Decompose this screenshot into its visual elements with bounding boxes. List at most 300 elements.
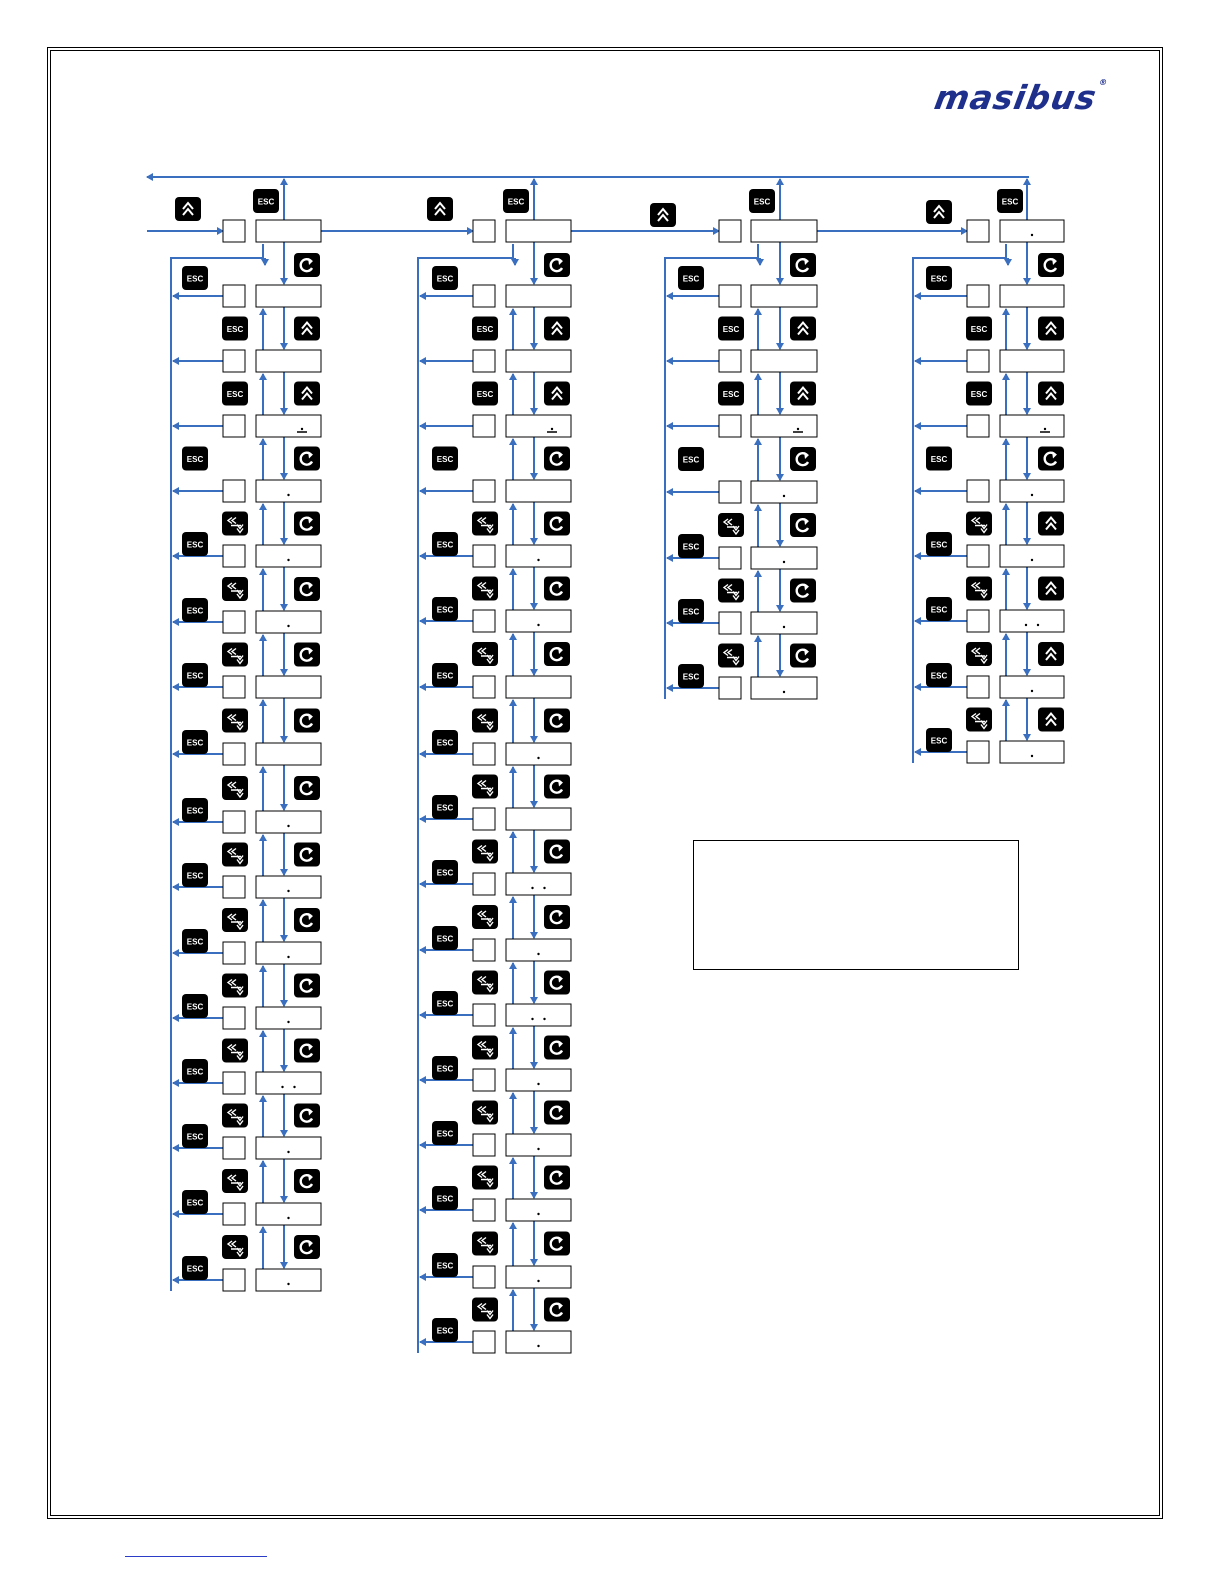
key-face bbox=[294, 1039, 320, 1063]
menu-indicator-box bbox=[223, 220, 245, 242]
display-box-frame bbox=[506, 808, 571, 830]
param-indicator-box bbox=[967, 415, 989, 437]
esc-key-icon bbox=[432, 1056, 458, 1080]
menu-display-box bbox=[751, 220, 817, 242]
esc-key-icon bbox=[678, 534, 704, 558]
display-box-frame bbox=[256, 220, 321, 242]
decimal-point bbox=[287, 1217, 289, 1219]
double-chevron-up-icon bbox=[294, 382, 320, 406]
shift-arrows-icon bbox=[472, 1101, 498, 1125]
shift-arrows-icon bbox=[966, 642, 992, 666]
decimal-point bbox=[287, 890, 289, 892]
decimal-point bbox=[537, 559, 539, 561]
param-indicator-box bbox=[223, 811, 245, 833]
esc-key-icon bbox=[432, 597, 458, 621]
esc-key-label: ESC bbox=[753, 197, 771, 207]
cycle-arrow-icon bbox=[790, 644, 816, 668]
display-box-frame bbox=[506, 676, 571, 698]
param-display-box bbox=[256, 545, 321, 567]
cycle-arrow-icon bbox=[1038, 253, 1064, 277]
esc-key-label: ESC bbox=[930, 540, 948, 550]
cycle-arrow-icon bbox=[294, 643, 320, 667]
display-box-frame bbox=[506, 1069, 571, 1091]
cycle-arrow-icon bbox=[294, 512, 320, 536]
shift-arrows-icon bbox=[222, 1039, 248, 1063]
decimal-point bbox=[287, 494, 289, 496]
shift-arrows-icon bbox=[222, 776, 248, 800]
display-box-frame bbox=[1000, 285, 1064, 307]
esc-key-label: ESC bbox=[186, 871, 204, 881]
key-face bbox=[790, 644, 816, 668]
menu-display-box bbox=[1000, 220, 1064, 242]
display-box-frame bbox=[506, 873, 571, 895]
shift-arrows-icon bbox=[472, 577, 498, 601]
shift-arrows-icon bbox=[472, 512, 498, 536]
param-display-box bbox=[506, 480, 571, 502]
param-indicator-box bbox=[473, 676, 495, 698]
shift-arrows-icon bbox=[222, 512, 248, 536]
key-face bbox=[544, 253, 570, 277]
param-indicator-box bbox=[719, 350, 741, 372]
param-display-box bbox=[506, 676, 571, 698]
param-indicator-box bbox=[473, 1134, 495, 1156]
esc-key-icon bbox=[926, 597, 952, 621]
footer-link[interactable] bbox=[125, 1556, 267, 1557]
decimal-point bbox=[783, 691, 785, 693]
decimal-point bbox=[783, 495, 785, 497]
display-box-frame bbox=[506, 1331, 571, 1353]
double-chevron-up-icon bbox=[790, 382, 816, 406]
decimal-point bbox=[543, 1018, 545, 1020]
display-box-frame bbox=[506, 285, 571, 307]
esc-key-label: ESC bbox=[970, 325, 988, 334]
esc-key-label: ESC bbox=[930, 671, 948, 681]
key-face bbox=[294, 447, 320, 471]
esc-key-icon bbox=[966, 317, 992, 341]
cycle-arrow-icon bbox=[544, 253, 570, 277]
display-box-frame bbox=[506, 545, 571, 567]
param-indicator-box bbox=[719, 285, 741, 307]
double-chevron-up-icon bbox=[544, 317, 570, 341]
esc-key-label: ESC bbox=[186, 1198, 204, 1208]
param-display-box bbox=[256, 1203, 321, 1225]
shift-arrows-icon bbox=[472, 1232, 498, 1256]
cycle-arrow-icon bbox=[544, 447, 570, 471]
cycle-arrow-icon bbox=[544, 577, 570, 601]
cycle-arrow-icon bbox=[294, 1235, 320, 1259]
double-chevron-up-icon bbox=[1038, 382, 1064, 406]
esc-key-label: ESC bbox=[476, 390, 494, 399]
esc-key-icon bbox=[926, 728, 952, 752]
param-indicator-box bbox=[223, 350, 245, 372]
esc-key-icon bbox=[678, 266, 704, 290]
esc-key-label: ESC bbox=[186, 937, 204, 947]
decimal-point bbox=[531, 1018, 533, 1020]
decimal-point bbox=[1031, 234, 1033, 236]
display-box-frame bbox=[751, 547, 817, 569]
esc-key-label: ESC bbox=[476, 325, 494, 334]
cycle-arrow-icon bbox=[294, 1104, 320, 1128]
display-box-frame bbox=[256, 1203, 321, 1225]
param-display-box bbox=[1000, 285, 1064, 307]
cycle-arrow-icon bbox=[544, 1036, 570, 1060]
param-indicator-box bbox=[719, 415, 741, 437]
cycle-arrow-icon bbox=[544, 1232, 570, 1256]
decimal-point bbox=[551, 428, 553, 430]
param-display-box bbox=[256, 350, 321, 372]
esc-key-label: ESC bbox=[436, 868, 454, 878]
decimal-point bbox=[281, 1086, 283, 1088]
double-chevron-up-icon bbox=[650, 203, 676, 227]
key-face bbox=[1038, 253, 1064, 277]
esc-key-label: ESC bbox=[436, 671, 454, 681]
display-box-frame bbox=[1000, 545, 1064, 567]
decimal-point bbox=[1025, 624, 1027, 626]
decimal-point bbox=[287, 1283, 289, 1285]
param-display-box bbox=[256, 1072, 321, 1094]
decimal-point bbox=[537, 1280, 539, 1282]
esc-key-icon bbox=[432, 663, 458, 687]
param-indicator-box bbox=[223, 1007, 245, 1029]
key-face bbox=[544, 512, 570, 536]
esc-key-icon bbox=[432, 1121, 458, 1145]
esc-key-icon bbox=[432, 860, 458, 884]
cycle-arrow-icon bbox=[294, 908, 320, 932]
display-box-frame bbox=[1000, 610, 1064, 632]
shift-arrows-icon bbox=[222, 709, 248, 733]
key-face bbox=[294, 843, 320, 867]
decimal-point bbox=[531, 887, 533, 889]
param-indicator-box bbox=[967, 285, 989, 307]
esc-key-label: ESC bbox=[186, 806, 204, 816]
esc-key-label: ESC bbox=[436, 540, 454, 550]
param-display-box bbox=[256, 415, 321, 437]
param-display-box bbox=[506, 1199, 571, 1221]
key-face bbox=[544, 1036, 570, 1060]
esc-key-label: ESC bbox=[682, 455, 700, 465]
param-indicator-box bbox=[223, 676, 245, 698]
param-indicator-box bbox=[719, 677, 741, 699]
display-box-frame bbox=[256, 1007, 321, 1029]
cycle-arrow-icon bbox=[544, 971, 570, 995]
esc-key-icon bbox=[718, 382, 744, 406]
param-indicator-box bbox=[473, 350, 495, 372]
shift-arrows-icon bbox=[718, 579, 744, 603]
legend-box bbox=[693, 840, 1019, 970]
param-display-box bbox=[506, 415, 571, 437]
decimal-point bbox=[287, 559, 289, 561]
esc-key-label: ESC bbox=[436, 605, 454, 615]
param-indicator-box bbox=[473, 743, 495, 765]
key-face bbox=[544, 1166, 570, 1190]
esc-key-icon bbox=[182, 663, 208, 687]
esc-key-icon bbox=[718, 317, 744, 341]
display-box-frame bbox=[506, 743, 571, 765]
cycle-arrow-icon bbox=[544, 512, 570, 536]
esc-key-label: ESC bbox=[436, 999, 454, 1009]
shift-arrows-icon bbox=[966, 708, 992, 732]
param-indicator-box bbox=[967, 480, 989, 502]
display-box-frame bbox=[256, 350, 321, 372]
esc-key-icon bbox=[432, 991, 458, 1015]
decimal-point bbox=[537, 953, 539, 955]
cycle-arrow-icon bbox=[544, 1166, 570, 1190]
param-display-box bbox=[256, 285, 321, 307]
key-face bbox=[294, 908, 320, 932]
cycle-arrow-icon bbox=[544, 709, 570, 733]
param-indicator-box bbox=[473, 808, 495, 830]
decimal-point bbox=[537, 1148, 539, 1150]
display-box-frame bbox=[1000, 676, 1064, 698]
cycle-arrow-icon bbox=[294, 1169, 320, 1193]
esc-key-icon bbox=[997, 189, 1023, 213]
esc-key-icon bbox=[926, 447, 952, 471]
cycle-arrow-icon bbox=[544, 775, 570, 799]
shift-arrows-icon bbox=[472, 905, 498, 929]
display-box-frame bbox=[256, 285, 321, 307]
param-indicator-box bbox=[473, 1004, 495, 1026]
esc-key-label: ESC bbox=[436, 455, 454, 464]
param-indicator-box bbox=[473, 545, 495, 567]
param-indicator-box bbox=[223, 1072, 245, 1094]
esc-key-label: ESC bbox=[722, 325, 740, 334]
esc-key-icon bbox=[182, 730, 208, 754]
double-chevron-up-icon bbox=[1038, 577, 1064, 601]
esc-key-icon bbox=[182, 266, 208, 290]
display-box-frame bbox=[256, 415, 321, 437]
cycle-arrow-icon bbox=[544, 1101, 570, 1125]
param-display-box bbox=[506, 743, 571, 765]
decimal-point bbox=[783, 561, 785, 563]
key-face bbox=[544, 1298, 570, 1322]
display-box-frame bbox=[256, 743, 321, 765]
esc-key-icon bbox=[749, 189, 775, 213]
display-box-frame bbox=[1000, 220, 1064, 242]
display-box-frame bbox=[256, 1072, 321, 1094]
cycle-arrow-icon bbox=[294, 776, 320, 800]
key-face bbox=[790, 513, 816, 537]
double-chevron-up-icon bbox=[1038, 317, 1064, 341]
shift-arrows-icon bbox=[222, 1235, 248, 1259]
key-face bbox=[544, 642, 570, 666]
esc-key-icon bbox=[182, 447, 208, 471]
esc-key-label: ESC bbox=[186, 1067, 204, 1077]
esc-key-label: ESC bbox=[930, 455, 948, 464]
esc-key-icon bbox=[182, 1059, 208, 1083]
key-face bbox=[294, 974, 320, 998]
param-display-box bbox=[506, 1004, 571, 1026]
esc-key-label: ESC bbox=[722, 390, 740, 399]
param-indicator-box bbox=[473, 873, 495, 895]
esc-key-label: ESC bbox=[682, 542, 700, 552]
param-indicator-box bbox=[223, 1137, 245, 1159]
double-chevron-up-icon bbox=[427, 197, 453, 221]
display-box-frame bbox=[506, 350, 571, 372]
decimal-point bbox=[537, 1345, 539, 1347]
cycle-arrow-icon bbox=[544, 840, 570, 864]
cycle-arrow-icon bbox=[790, 579, 816, 603]
menu-display-box bbox=[506, 220, 571, 242]
esc-key-label: ESC bbox=[682, 672, 700, 682]
decimal-point bbox=[537, 624, 539, 626]
decimal-point bbox=[543, 887, 545, 889]
param-indicator-box bbox=[473, 1266, 495, 1288]
menu-indicator-box bbox=[967, 220, 989, 242]
param-display-box bbox=[1000, 545, 1064, 567]
esc-key-label: ESC bbox=[186, 738, 204, 748]
decimal-point bbox=[1031, 559, 1033, 561]
display-box-frame bbox=[256, 1137, 321, 1159]
param-display-box bbox=[1000, 350, 1064, 372]
decimal-point bbox=[537, 1083, 539, 1085]
esc-key-label: ESC bbox=[507, 197, 525, 207]
display-box-frame bbox=[1000, 350, 1064, 372]
decimal-point bbox=[293, 1086, 295, 1088]
param-indicator-box bbox=[473, 1199, 495, 1221]
param-display-box bbox=[751, 547, 817, 569]
param-indicator-box bbox=[223, 611, 245, 633]
esc-key-icon bbox=[182, 1190, 208, 1214]
double-chevron-up-icon bbox=[175, 197, 201, 221]
key-face bbox=[544, 1101, 570, 1125]
param-indicator-box bbox=[719, 547, 741, 569]
shift-arrows-icon bbox=[718, 644, 744, 668]
param-display-box bbox=[506, 808, 571, 830]
esc-key-icon bbox=[926, 532, 952, 556]
esc-key-label: ESC bbox=[257, 197, 275, 207]
esc-key-icon bbox=[926, 663, 952, 687]
param-display-box bbox=[256, 743, 321, 765]
param-indicator-box bbox=[223, 285, 245, 307]
cycle-arrow-icon bbox=[790, 253, 816, 277]
esc-key-label: ESC bbox=[436, 1326, 454, 1336]
shift-arrows-icon bbox=[966, 577, 992, 601]
esc-key-icon bbox=[182, 1256, 208, 1280]
param-display-box bbox=[1000, 741, 1064, 763]
param-indicator-box bbox=[473, 285, 495, 307]
decimal-point bbox=[1037, 624, 1039, 626]
decimal-point bbox=[301, 428, 303, 430]
param-display-box bbox=[256, 876, 321, 898]
esc-key-icon bbox=[432, 1318, 458, 1342]
esc-key-icon bbox=[182, 532, 208, 556]
cycle-arrow-icon bbox=[294, 1039, 320, 1063]
param-display-box bbox=[751, 350, 817, 372]
key-face bbox=[544, 971, 570, 995]
esc-key-label: ESC bbox=[930, 605, 948, 615]
esc-key-icon bbox=[182, 798, 208, 822]
display-box-frame bbox=[1000, 741, 1064, 763]
param-display-box bbox=[1000, 480, 1064, 502]
column-bus-line bbox=[665, 244, 758, 699]
param-indicator-box bbox=[223, 743, 245, 765]
display-box-frame bbox=[506, 1266, 571, 1288]
esc-key-label: ESC bbox=[436, 1064, 454, 1074]
decimal-point bbox=[287, 956, 289, 958]
esc-key-label: ESC bbox=[186, 671, 204, 681]
decimal-point bbox=[1044, 428, 1046, 430]
decimal-point bbox=[537, 757, 539, 759]
esc-key-icon bbox=[432, 447, 458, 471]
esc-key-icon bbox=[432, 795, 458, 819]
esc-key-icon bbox=[253, 189, 279, 213]
key-face bbox=[544, 447, 570, 471]
double-chevron-up-icon bbox=[790, 317, 816, 341]
esc-key-label: ESC bbox=[186, 455, 204, 464]
esc-key-label: ESC bbox=[970, 390, 988, 399]
display-box-frame bbox=[751, 350, 817, 372]
cycle-arrow-icon bbox=[294, 709, 320, 733]
param-display-box bbox=[256, 811, 321, 833]
esc-key-label: ESC bbox=[436, 1129, 454, 1139]
display-box-frame bbox=[751, 220, 817, 242]
esc-key-icon bbox=[182, 929, 208, 953]
param-display-box bbox=[506, 873, 571, 895]
key-face bbox=[790, 579, 816, 603]
shift-arrows-icon bbox=[472, 1298, 498, 1322]
key-face bbox=[294, 709, 320, 733]
param-indicator-box bbox=[473, 1069, 495, 1091]
param-indicator-box bbox=[473, 1331, 495, 1353]
cycle-arrow-icon bbox=[294, 843, 320, 867]
esc-key-icon bbox=[472, 382, 498, 406]
param-indicator-box bbox=[223, 415, 245, 437]
param-indicator-box bbox=[223, 876, 245, 898]
esc-key-label: ESC bbox=[186, 1132, 204, 1142]
esc-key-label: ESC bbox=[186, 606, 204, 616]
double-chevron-up-icon bbox=[1038, 708, 1064, 732]
param-display-box bbox=[751, 612, 817, 634]
param-indicator-box bbox=[223, 942, 245, 964]
param-display-box bbox=[256, 480, 321, 502]
shift-arrows-icon bbox=[222, 1169, 248, 1193]
shift-arrows-icon bbox=[472, 709, 498, 733]
param-display-box bbox=[506, 939, 571, 961]
param-indicator-box bbox=[223, 1269, 245, 1291]
esc-key-icon bbox=[182, 598, 208, 622]
decimal-point bbox=[797, 428, 799, 430]
esc-key-label: ESC bbox=[1001, 197, 1019, 207]
display-box-frame bbox=[1000, 480, 1064, 502]
param-display-box bbox=[506, 545, 571, 567]
esc-key-icon bbox=[678, 599, 704, 623]
key-face bbox=[544, 709, 570, 733]
shift-arrows-icon bbox=[222, 974, 248, 998]
param-display-box bbox=[256, 611, 321, 633]
param-display-box bbox=[256, 1137, 321, 1159]
shift-arrows-icon bbox=[222, 1104, 248, 1128]
param-indicator-box bbox=[473, 480, 495, 502]
decimal-point bbox=[287, 625, 289, 627]
param-display-box bbox=[256, 676, 321, 698]
param-indicator-box bbox=[719, 612, 741, 634]
display-box-frame bbox=[751, 285, 817, 307]
param-display-box bbox=[751, 285, 817, 307]
esc-key-label: ESC bbox=[186, 540, 204, 550]
param-display-box bbox=[256, 942, 321, 964]
decimal-point bbox=[1031, 755, 1033, 757]
key-face bbox=[790, 447, 816, 471]
esc-key-icon bbox=[432, 1253, 458, 1277]
param-indicator-box bbox=[967, 676, 989, 698]
esc-key-label: ESC bbox=[436, 274, 454, 284]
esc-key-label: ESC bbox=[436, 803, 454, 813]
menu-indicator-box bbox=[719, 220, 741, 242]
esc-key-label: ESC bbox=[226, 390, 244, 399]
esc-key-icon bbox=[926, 266, 952, 290]
param-display-box bbox=[1000, 676, 1064, 698]
cycle-arrow-icon bbox=[544, 905, 570, 929]
